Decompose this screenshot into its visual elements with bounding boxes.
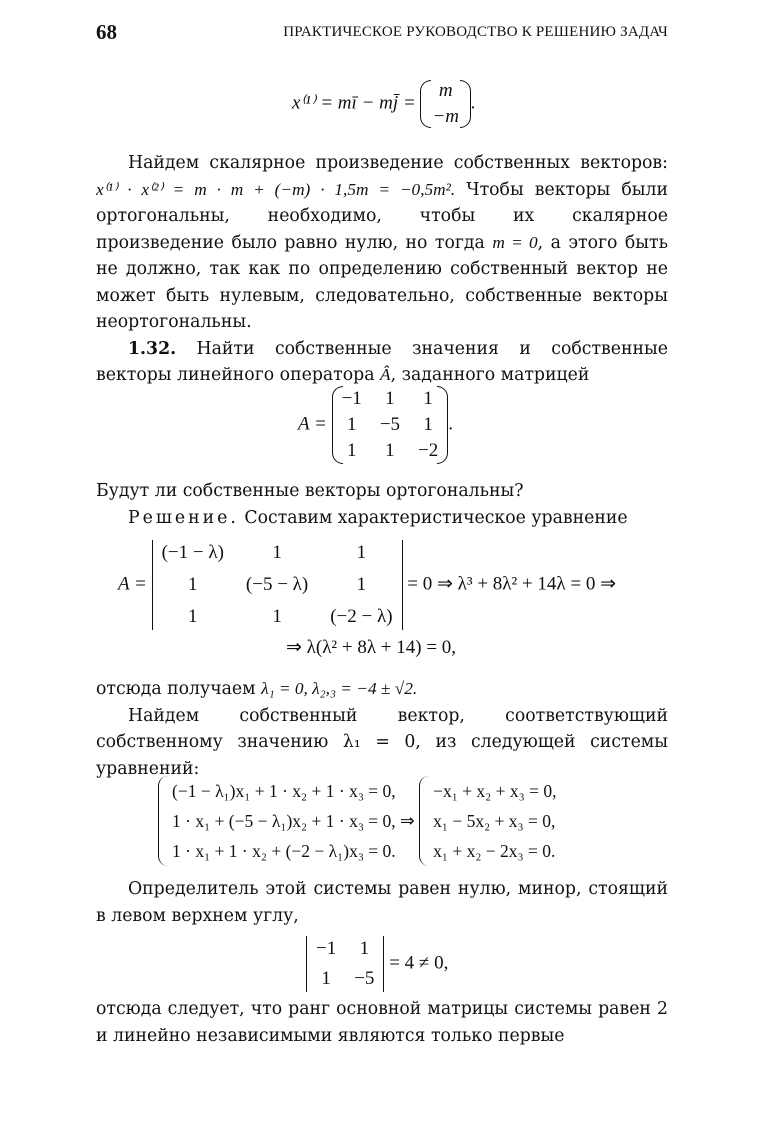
- char-eq-label: A =: [118, 573, 147, 595]
- matrix-cell: −5: [379, 414, 401, 435]
- minor-determinant: [306, 936, 448, 992]
- det-cell: (−1 − λ): [161, 542, 224, 563]
- matrix-cell: 1: [385, 440, 395, 461]
- linear-system: [158, 776, 557, 866]
- system-left-eq: 1 · x₁ + 1 · x₂ + (−2 − λ₁)x₃ = 0.: [172, 841, 396, 861]
- matrix-cell: 1: [385, 388, 395, 409]
- roots-text: отсюда получаем: [96, 679, 256, 699]
- problem-text: Найти собственные значения и собственные векторы линейного оператора: [96, 338, 668, 385]
- eq-x1-period: .: [470, 92, 476, 114]
- system-left: [158, 776, 396, 866]
- para1-formula: x⁽¹⁾ · x⁽²⁾ = m · m + (−m) · 1,5m = −0,5m².: [96, 179, 456, 199]
- operator-symbol: Â: [380, 365, 391, 384]
- para1-m-zero: m = 0: [492, 232, 538, 252]
- det-cell: 1: [188, 574, 198, 595]
- char-eq-rhs: = 0 ⇒ λ³ + 8λ² + 14λ = 0 ⇒: [407, 573, 617, 595]
- para1-text-b: Чтобы векторы были ортогональны, необходимо, чтобы их скалярное произведение было равно нулю, но тогда: [96, 179, 669, 253]
- problem-statement: [96, 336, 668, 389]
- roots-line: [96, 676, 668, 703]
- matrix-cell: −1: [341, 388, 362, 409]
- system-right-eq: x₁ − 5x₂ + x₃ = 0,: [433, 811, 556, 831]
- system-right: [419, 776, 556, 866]
- question-and-solution: [96, 478, 668, 531]
- minor-cell: −5: [354, 968, 375, 989]
- minor-rhs: = 4 ≠ 0,: [389, 952, 449, 974]
- matrix-cell: 1: [346, 414, 357, 435]
- paragraph-orthogonality: [96, 150, 668, 389]
- eq-x1-vector: [420, 80, 471, 128]
- det-cell: 1: [356, 574, 367, 595]
- system-right-eq: x₁ + x₂ − 2x₃ = 0.: [433, 841, 556, 861]
- det-cell: (−2 − λ): [330, 606, 393, 627]
- paragraph-rank: [96, 996, 668, 1049]
- para1-text-c: , а этого быть не должно, так как по определению собственный вектор не может быть нулевым, следовательно, собственные векторы неортогональны.: [96, 232, 669, 332]
- roots-values: λ₁ = 0, λ₂,₃ = −4 ± √2.: [261, 679, 418, 698]
- matrix-A-grid: [332, 386, 449, 464]
- page-header: [96, 20, 668, 46]
- minor-cell: 1: [321, 968, 331, 989]
- eigenvector-x1-equation: [292, 80, 476, 128]
- system-left-eq: 1 · x₁ + (−5 − λ₁)x₂ + 1 · x₃ = 0,: [172, 811, 396, 831]
- solution-text: Составим характеристическое уравнение: [244, 507, 628, 528]
- vector-entry: −m: [432, 106, 459, 127]
- paragraph-determinant: [96, 876, 668, 929]
- matrix-A-label: A =: [298, 413, 327, 435]
- solution-intro: [96, 505, 668, 532]
- minor-cell: −1: [316, 938, 337, 959]
- det-cell: 1: [356, 542, 367, 563]
- matrix-cell: 1: [346, 440, 357, 461]
- det-cell: 1: [272, 606, 282, 627]
- minor-grid: [306, 936, 384, 992]
- det-cell: 1: [272, 542, 282, 563]
- determinant-grid: [152, 540, 403, 630]
- char-eq-factored: ⇒ λ(λ² + 8λ + 14) = 0,: [286, 637, 457, 658]
- page-number: 68: [96, 20, 117, 44]
- matrix-A: [298, 386, 453, 464]
- problem-text-end: , заданного матрицей: [390, 365, 590, 385]
- para3: Определитель этой системы равен нулю, минор, стоящий в левом верхнем углу,: [96, 879, 668, 926]
- matrix-cell: 1: [423, 414, 433, 435]
- matrix-cell: 1: [423, 388, 433, 409]
- system-arrow: ⇒: [400, 810, 415, 831]
- question: Будут ли собственные векторы ортогональны?: [96, 481, 524, 501]
- running-head: ПРАКТИЧЕСКОЕ РУКОВОДСТВО К РЕШЕНИЮ ЗАДАЧ: [283, 24, 668, 40]
- matrix-A-period: .: [448, 413, 453, 435]
- characteristic-equation: [118, 540, 678, 630]
- vector-entry: m: [438, 80, 453, 101]
- system-left-eq: (−1 − λ₁)x₁ + 1 · x₂ + 1 · x₃ = 0,: [172, 781, 396, 801]
- minor-cell: 1: [359, 938, 370, 959]
- para4: отсюда следует, что ранг основной матрицы системы равен 2 и линейно независимыми являются только первые: [96, 999, 668, 1046]
- eq-x1-lhs: x⁽¹⁾ = mī − mj̄ =: [292, 92, 416, 114]
- det-cell: (−5 − λ): [245, 574, 309, 595]
- roots-and-para2: [96, 676, 668, 782]
- system-right-eq: −x₁ + x₂ + x₃ = 0,: [433, 781, 557, 801]
- para2: Найдем собственный вектор, соответствующий собственному значению λ₁ = 0, из следующей системы уравнений:: [96, 705, 668, 779]
- problem-number: 1.32.: [128, 338, 177, 359]
- solution-word: Решение.: [128, 507, 239, 528]
- para1-text-a: Найдем скалярное произведение собственных векторов:: [128, 153, 668, 173]
- matrix-cell: −2: [418, 440, 439, 461]
- det-cell: 1: [188, 606, 198, 627]
